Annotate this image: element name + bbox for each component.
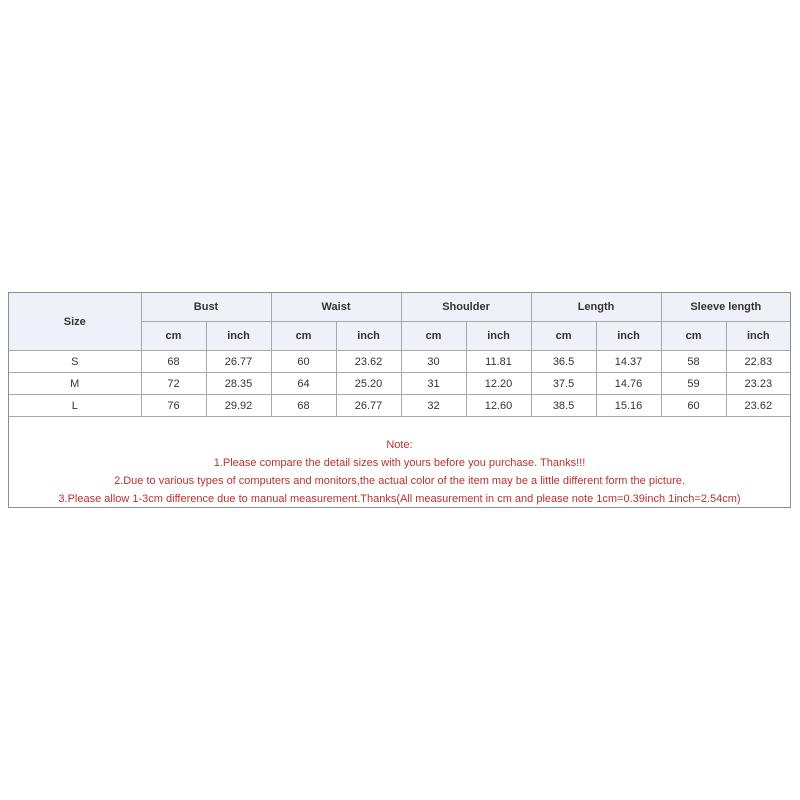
- table-cell: 26.77: [336, 395, 401, 417]
- unit-header-cm: cm: [661, 322, 726, 351]
- unit-header-cm: cm: [531, 322, 596, 351]
- table-cell: 64: [271, 373, 336, 395]
- table-row: [9, 351, 790, 373]
- table-cell: 14.37: [596, 351, 661, 373]
- note-line-1: 1.Please compare the detail sizes with yours before you purchase. Thanks!!!: [213, 457, 586, 469]
- table-cell: 76: [141, 395, 206, 417]
- note-title: Note:: [386, 439, 413, 451]
- unit-header-cm: cm: [271, 322, 336, 351]
- table-cell: 11.81: [466, 351, 531, 373]
- table-cell: 68: [141, 351, 206, 373]
- group-header-sleeve-length: Sleeve length: [661, 293, 790, 322]
- table-cell: 25.20: [336, 373, 401, 395]
- table-cell: 12.60: [466, 395, 531, 417]
- header-row-groups: [9, 293, 790, 322]
- table-cell: 23.62: [726, 395, 790, 417]
- note-line-3: 3.Please allow 1-3cm difference due to manual measurement.Thanks(All measurement in cm and please note 1cm=0.39inch 1inch=2.54cm): [58, 493, 741, 505]
- size-table: [9, 293, 790, 417]
- table-row: [9, 395, 790, 417]
- table-cell: 15.16: [596, 395, 661, 417]
- table-cell: 14.76: [596, 373, 661, 395]
- size-cell: M: [9, 373, 141, 395]
- unit-header-cm: cm: [401, 322, 466, 351]
- table-cell: 68: [271, 395, 336, 417]
- table-cell: 12.20: [466, 373, 531, 395]
- group-header-length: Length: [531, 293, 661, 322]
- table-cell: 31: [401, 373, 466, 395]
- table-cell: 22.83: [726, 351, 790, 373]
- table-cell: 60: [661, 395, 726, 417]
- unit-header-inch: inch: [726, 322, 790, 351]
- unit-header-inch: inch: [596, 322, 661, 351]
- group-header-bust: Bust: [141, 293, 271, 322]
- unit-header-cm: cm: [141, 322, 206, 351]
- table-cell: 37.5: [531, 373, 596, 395]
- unit-header-inch: inch: [336, 322, 401, 351]
- table-cell: 36.5: [531, 351, 596, 373]
- table-cell: 60: [271, 351, 336, 373]
- unit-header-inch: inch: [206, 322, 271, 351]
- table-cell: 23.62: [336, 351, 401, 373]
- table-cell: 59: [661, 373, 726, 395]
- table-cell: 72: [141, 373, 206, 395]
- group-header-waist: Waist: [271, 293, 401, 322]
- table-cell: 26.77: [206, 351, 271, 373]
- table-cell: 30: [401, 351, 466, 373]
- table-cell: 28.35: [206, 373, 271, 395]
- unit-header-inch: inch: [466, 322, 531, 351]
- table-cell: 23.23: [726, 373, 790, 395]
- size-chart: [8, 292, 791, 508]
- table-cell: 29.92: [206, 395, 271, 417]
- note-line-2: 2.Due to various types of computers and monitors,the actual color of the item may be a little different form the picture.: [114, 475, 685, 487]
- table-cell: 32: [401, 395, 466, 417]
- table-row: [9, 373, 790, 395]
- size-header: Size: [9, 293, 141, 351]
- table-cell: 38.5: [531, 395, 596, 417]
- notes-section: [9, 436, 790, 508]
- table-cell: 58: [661, 351, 726, 373]
- size-cell: S: [9, 351, 141, 373]
- size-cell: L: [9, 395, 141, 417]
- group-header-shoulder: Shoulder: [401, 293, 531, 322]
